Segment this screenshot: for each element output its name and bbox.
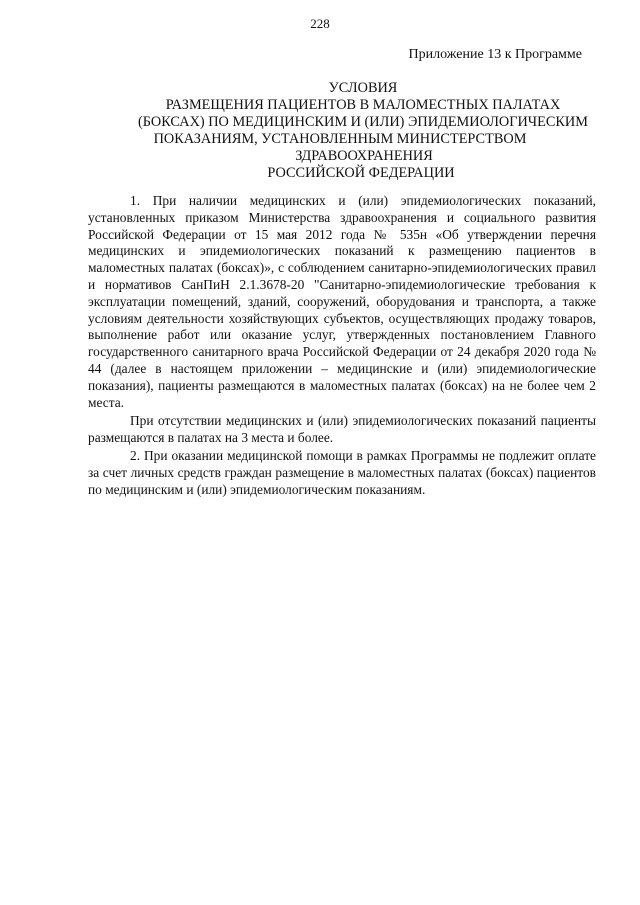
title-line: УСЛОВИЯ [328,80,398,96]
paragraph-2: При отсутствии медицинских и (или) эпидемиологических показаний пациенты размещаются в палатах на 3 места и более. [88,412,596,445]
title-line: РОССИЙСКОЙ ФЕДЕРАЦИИ [267,165,455,181]
paragraph-3: 2. При оказании медицинской помощи в рамках Программы не подлежит оплате за счет личных средств граждан размещение в маломестных палатах (боксах) пациентов по медицинским и (или) эпидемиологическим показаниям. [88,447,596,497]
document-body [88,193,596,500]
document-title [0,80,640,182]
title-line: ЗДРАВООХРАНЕНИЯ [295,148,433,164]
paragraph-1: 1. При наличии медицинских и (или) эпидемиологических показаний, установленных приказом Министерства здравоохранения и социального развития Российской Федерации от 15 мая 2012 года № 535н «Об утверждении перечня медицинских и эпидемиологических показаний к размещению пациентов в маломестных палатах (боксах)», с соблюдением санитарно-эпидемиологических правил и нормативов СанПиН 2.1.3678-20 "Санитарно-эпидемиологические требования к эксплуатации помещений, зданий, сооружений, оборудования и транспорта, а также условиям деятельности хозяйствующих субъектов, осуществляющих продажу товаров, выполнение работ или оказание услуг, утвержденных постановлением Главного государственного санитарного врача Российской Федерации от 24 декабря 2020 года № 44 (далее в настоящем приложении – медицинские и (или) эпидемиологические показания), пациенты размещаются в маломестных палатах (боксах) на не более чем 2 места. [88,193,596,410]
title-line: РАЗМЕЩЕНИЯ ПАЦИЕНТОВ В МАЛОМЕСТНЫХ ПАЛАТАХ [165,97,561,113]
page-number: 228 [310,16,330,31]
appendix-reference: Приложение 13 к Программе [408,47,582,62]
title-line: ПОКАЗАНИЯМ, УСТАНОВЛЕННЫМ МИНИСТЕРСТВОМ [153,131,527,147]
title-line: (БОКСАХ) ПО МЕДИЦИНСКИМ И (ИЛИ) ЭПИДЕМИОЛОГИЧЕСКИМ [138,114,588,130]
